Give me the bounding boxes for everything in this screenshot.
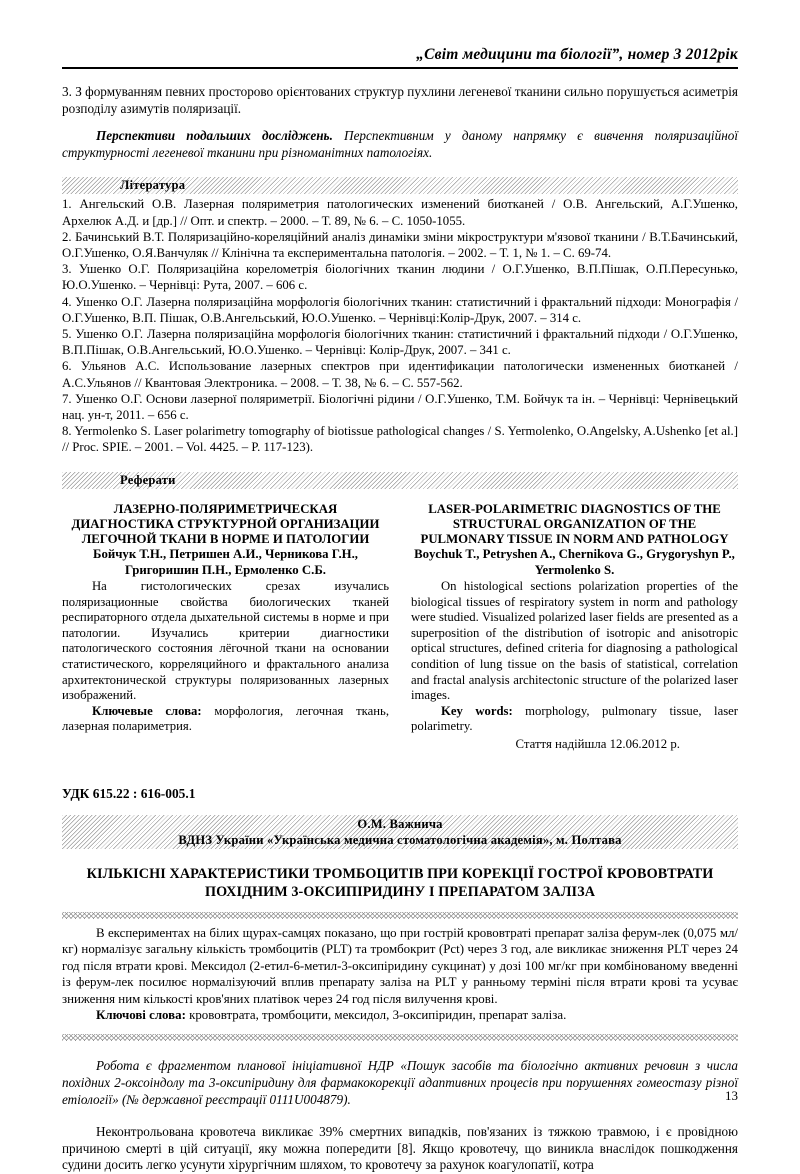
abstract-ru-keywords-label: Ключевые слова: [92,703,202,718]
article2-author: О.М. Важнича [357,816,443,831]
prospects-paragraph [62,128,738,161]
spacer [62,456,738,472]
literature-band-label: Література [120,178,186,193]
udc-code: УДК 615.22 : 616-005.1 [62,785,196,801]
page-number: 13 [725,1088,738,1103]
reference-item: 8. Yermolenko S. Laser polarimetry tomography of biotissue pathological changes / S. Yermolenko, O.Angelsky, A.Ushenko [et al.] // Proc. SPIE. – 2001. – Vol. 4425. – P. 117-123). [62,424,738,455]
abstract-en-body: On histological sections polarization properties of the biological tissues of respiratory system in norm and pathology were studied. Visualized polarized laser fields are presented as a superposition of the distribution of isotropic and anisotropic optical structures, defined criteria for diagnosing a pathological condition of lung tissue on the basis of statistical, correlation and fractal analysis architectonic structure of the polarized laser images. [411,579,738,703]
wavy-divider-top [62,912,738,919]
article2-abstract-block [62,925,738,1023]
header-rule [62,67,738,69]
abstract-ru-keywords-text: морфология, легочная ткань, лазерная полариметрия. [62,703,389,734]
abstracts-section-band [62,472,738,489]
abstract-en-title: LASER-POLARIMETRIC DIAGNOSTICS OF THE STRUCTURAL ORGANIZATION OF THE PULMONARY TISSUE IN NORM AND PATHOLOGY [420,501,729,547]
abstract-russian [62,502,389,735]
abstract-english [411,502,738,735]
reference-item: 4. Ушенко О.Г. Лазерна поляризаційна морфологія біологічних тканин: статистичний і фрактальний підходи: Монографія / О.Г.Ушенко, В.П. Пішак, О.В.Ангельський, Ю.О.Ушенко. – Чернівці:Колір-Друк, 2007. – 314 с. [62,294,738,325]
reference-list [62,196,738,455]
reference-item: 2. Бачинський В.Т. Поляризаційно-кореляційний аналіз динаміки зміни мікроструктури м'язової тканини / В.Т.Бачинський, О.Г.Ушенко, О.Я.Ванчуляк // Клінічна та експериментальна патологія. – 2002. – Т. 1, № 1. – С. 69-74. [62,229,738,260]
reference-item: 1. Ангельский О.В. Лазерная поляриметрия патологических изменений биотканей / О.В. Ангельский, А.Г.Ушенко, Архелюк А.Д. и [др.] // Опт. и спектр. – 2000. – Т. 89, № 6. – С. 1050-1055. [62,197,738,228]
article2-keywords [62,1007,738,1023]
abstract-ru-body: На гистологических срезах изучались поляризационные свойства биологических тканей респираторного отдела дыхательной системы в норме и при патологии. Изучались критерии диагностики патологического состояния лёгочной ткани на основании статистического, корреляцийного и фрактального анализа архитектонической структуры поляризованных лазерных изображений. [62,579,389,703]
spacer [62,117,738,128]
reference-item: 5. Ушенко О.Г. Лазерна поляризаційна морфологія біологічних тканин: статистичний і фрактальний підходи / О.Г.Ушенко, В.П.Пішак, О.В.Ангельський, Ю.О.Ушенко. – Чернівці: Колір-Друк, 2007. – 341 с. [62,327,738,358]
prospects-text: Перспективним у даному напрямку є вивчення поляризаційної структурності легеневої тканини при різноманітних патологіях. [62,128,738,160]
spacer [62,1047,738,1058]
funding-note: Робота є фрагментом планової ініціативної НДР «Пошук засобів та біологічно активних речовин з числа похідних 2-оксоіндолу та 3-оксипіридину для фармакокорекції адаптивних процесів при порушеннях гомеостазу різної етіології» (№ державної реєстрації 0111U004879). [62,1058,738,1107]
abstract-columns [62,502,738,735]
wavy-divider-bottom [62,1034,738,1041]
abstract-ru-authors: Бойчук Т.Н., Петришен А.И., Черникова Г.Н., Григоришин П.Н., Ермоленко С.Б. [92,547,359,577]
prospects-label: Перспективи подальших досліджень. [96,128,333,144]
abstract-en-keywords-label: Key words: [441,703,513,718]
spacer [62,161,738,177]
running-header: „Світ медицини та біології”, номер 3 2012рік [416,46,738,63]
literature-section-band [62,177,738,194]
author-affiliation-band [62,815,738,849]
abstract-en-keywords-text: morphology, pulmonary tissue, laser polarimetry. [411,703,738,734]
abstract-en-keywords [411,704,738,735]
reference-item: 6. Ульянов А.С. Использование лазерных спектров при идентификации патологически измененных биотканей / А.С.Ульянов // Квантовая Электроника. – 2008. – Т. 38, № 6. – С. 557-562. [62,359,738,390]
article2-abstract: В експериментах на білих щурах-самцях показано, що при гострій крововтраті препарат заліза ферум-лек (0,075 мл/кг) нормалізує загальну кількість тромбоцитів (PLT) та тромбокрит (Pct) через 3 год, але викликає зниження PLT через 24 год після втрати крові. Мексидол (2-етил-6-метил-3-оксипіридину сукцинат) у дозі 100 мг/кг при комбінованому введенні із ферум-лек посилює нормалізуючий вплив препарату заліза на PLT у ранньому терміні після втрати крові та усуває зниження ним кількості кров'яних платівок через 24 год після вилучення крові. [62,925,738,1006]
article2-body-paragraph: Неконтрольована кровотеча викликає 39% смертних випадків, пов'язаних із тяжкою травмою, і є провідною причиною смерті в цій ситуації, яку можна попередити [8]. Якщо кровотечу, що виникла внаслідок пошкодження судини досить легко усунути хірургічним шляхом, то кровотечу за рахунок коагулопатії, котра [62,1124,738,1173]
abstract-en-authors: Boychuk T., Petryshen A., Chernikova G., Grygoryshyn P., Yermolenko S. [414,547,735,577]
reference-item: 3. Ушенко О.Г. Поляризаційна корелометрія біологічних тканин людини / О.Г.Ушенко, В.П.Пішак, О.П.Пересунько, Ю.О.Ушенко. – Чернівці: Рута, 2007. – 606 с. [62,262,738,293]
article2-keywords-text: крововтрата, тромбоцити, мексидол, 3-оксипіридин, препарат заліза. [185,1008,567,1023]
submission-date: Стаття надійшла 12.06.2012 р. [515,736,680,751]
abstracts-band-label: Реферати [120,472,176,487]
conclusion-item: 3. З формуванням певних просторово орієнтованих структур пухлини легеневої тканини сильно порушується асиметрія розподілу азимутів поляризації. [62,84,738,116]
article2-title: КІЛЬКІСНІ ХАРАКТЕРИСТИКИ ТРОМБОЦИТІВ ПРИ КОРЕКЦІЇ ГОСТРОЇ КРОВОВТРАТИ ПОХІДНИМ 3-ОКСИПІРИДИНУ І ПРЕПАРАТОМ ЗАЛІЗА [86,865,714,900]
article2-keywords-label: Ключові слова: [96,1008,186,1023]
article2-affiliation: ВДНЗ України «Українська медична стоматологічна академія», м. Полтава [178,832,622,847]
spacer [62,1108,738,1124]
reference-item: 7. Ушенко О.Г. Основи лазерної поляриметрії. Біологічні рідини / О.Г.Ушенко, Т.М. Бойчук та ін. – Чернівці: Чернівецький нац. ун-т, 2011. – 656 с. [62,391,738,423]
abstract-ru-keywords [62,704,389,735]
abstract-ru-title: ЛАЗЕРНО-ПОЛЯРИМЕТРИЧЕСКАЯ ДИАГНОСТИКА СТРУКТУРНОЙ ОРГАНИЗАЦИИ ЛЕГОЧНОЙ ТКАНИ В НОРМЕ И ПАТОЛОГИИ [71,501,380,547]
